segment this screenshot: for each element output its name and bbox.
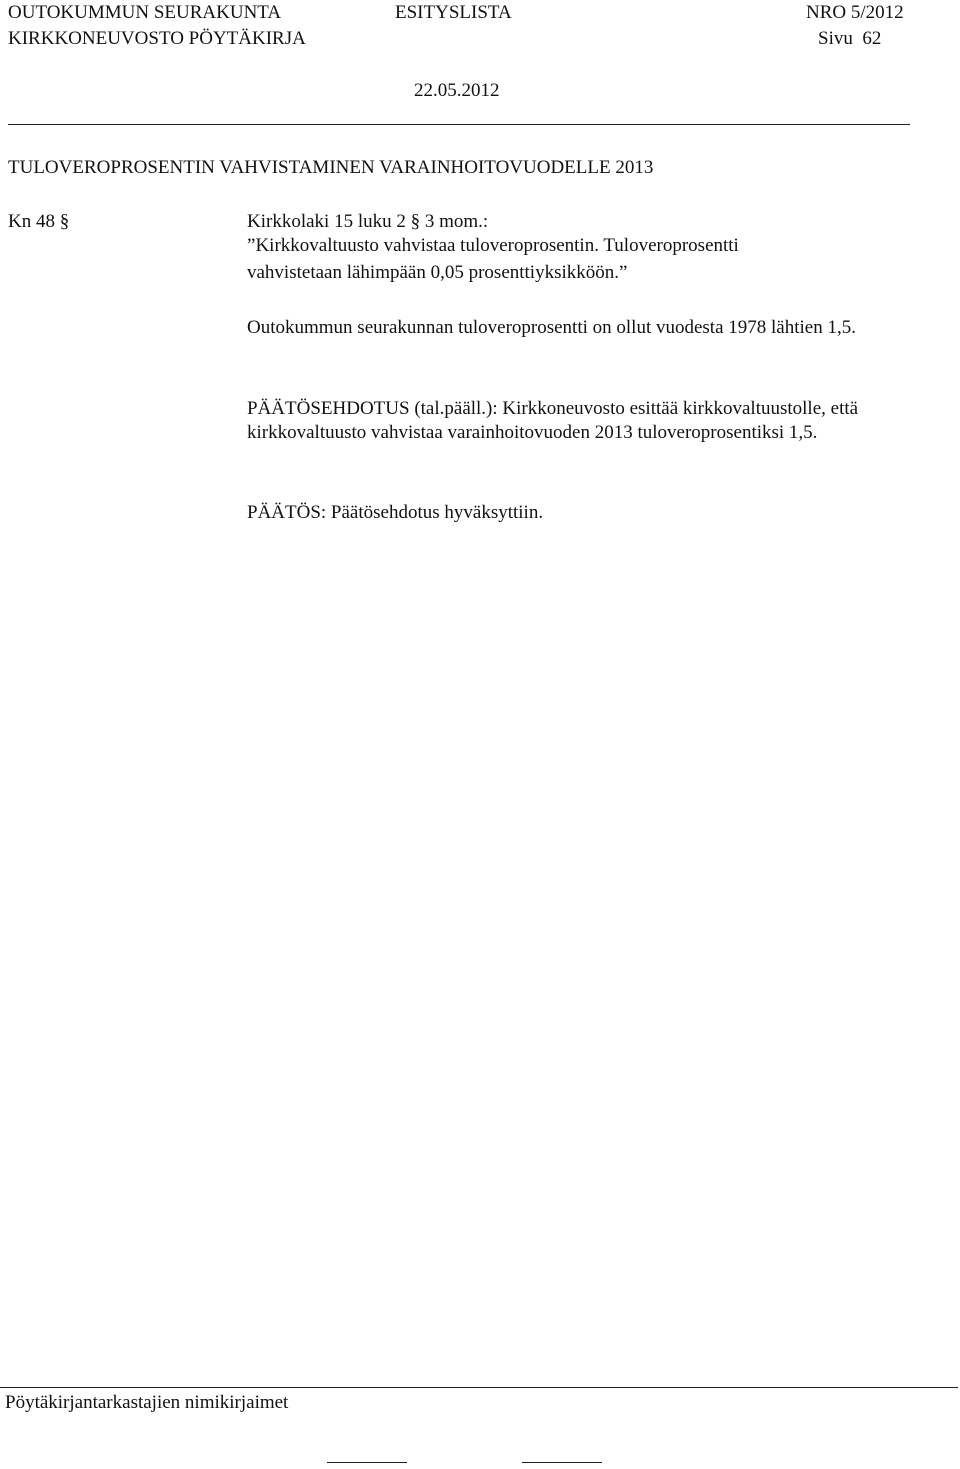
header-doc-type: ESITYSLISTA [395, 2, 512, 23]
section-symbol-inline: § [410, 211, 421, 232]
law-line-3: vahvistetaan lähimpään 0,05 prosenttiyksikköön. [247, 262, 620, 283]
header-body: KIRKKONEUVOSTO PÖYTÄKIRJA [8, 28, 306, 49]
initials-line-2 [522, 1462, 602, 1463]
close-quote: ” [619, 262, 628, 283]
page-number: 62 [862, 28, 882, 49]
page-label: Sivu [818, 28, 853, 49]
law-prefix: Kirkkolaki 15 luku 2 [247, 211, 406, 232]
law-line-2: Kirkkovaltuusto vahvistaa tuloveroprosentin. Tuloveroprosentti [255, 235, 739, 256]
initials-line-1 [327, 1462, 407, 1463]
header-rule [8, 124, 910, 125]
law-citation [247, 211, 488, 234]
section-symbol: § [59, 211, 70, 232]
proposal-paragraph: PÄÄTÖSEHDOTUS (tal.pääll.): Kirkkoneuvosto esittää kirkkovaltuustolle, että kirkkovaltuusto vahvistaa varainhoitovuoden 2013 tuloveroprosentiksi 1,5. [247, 398, 859, 443]
header-organization: OUTOKUMMUN SEURAKUNTA [8, 2, 282, 23]
open-quote: ” [247, 235, 256, 256]
header-number: NRO 5/2012 [806, 2, 904, 23]
law-quote-line-1 [247, 235, 739, 258]
background-paragraph: Outokummun seurakunnan tuloveroprosentti on ollut vuodesta 1978 lähtien 1,5. [247, 317, 856, 338]
law-quote-line-2 [247, 262, 627, 285]
law-suffix: 3 mom.: [424, 211, 489, 232]
section-number: Kn 48 [8, 211, 55, 232]
footer-rule [0, 1387, 958, 1388]
section-title: TULOVEROPROSENTIN VAHVISTAMINEN VARAINHOITOVUODELLE 2013 [8, 157, 654, 178]
header-date: 22.05.2012 [414, 80, 500, 101]
header-page [818, 28, 881, 51]
section-ref [8, 211, 69, 234]
footer-label: Pöytäkirjantarkastajien nimikirjaimet [5, 1392, 289, 1413]
decision-paragraph: PÄÄTÖS: Päätösehdotus hyväksyttiin. [247, 502, 544, 523]
